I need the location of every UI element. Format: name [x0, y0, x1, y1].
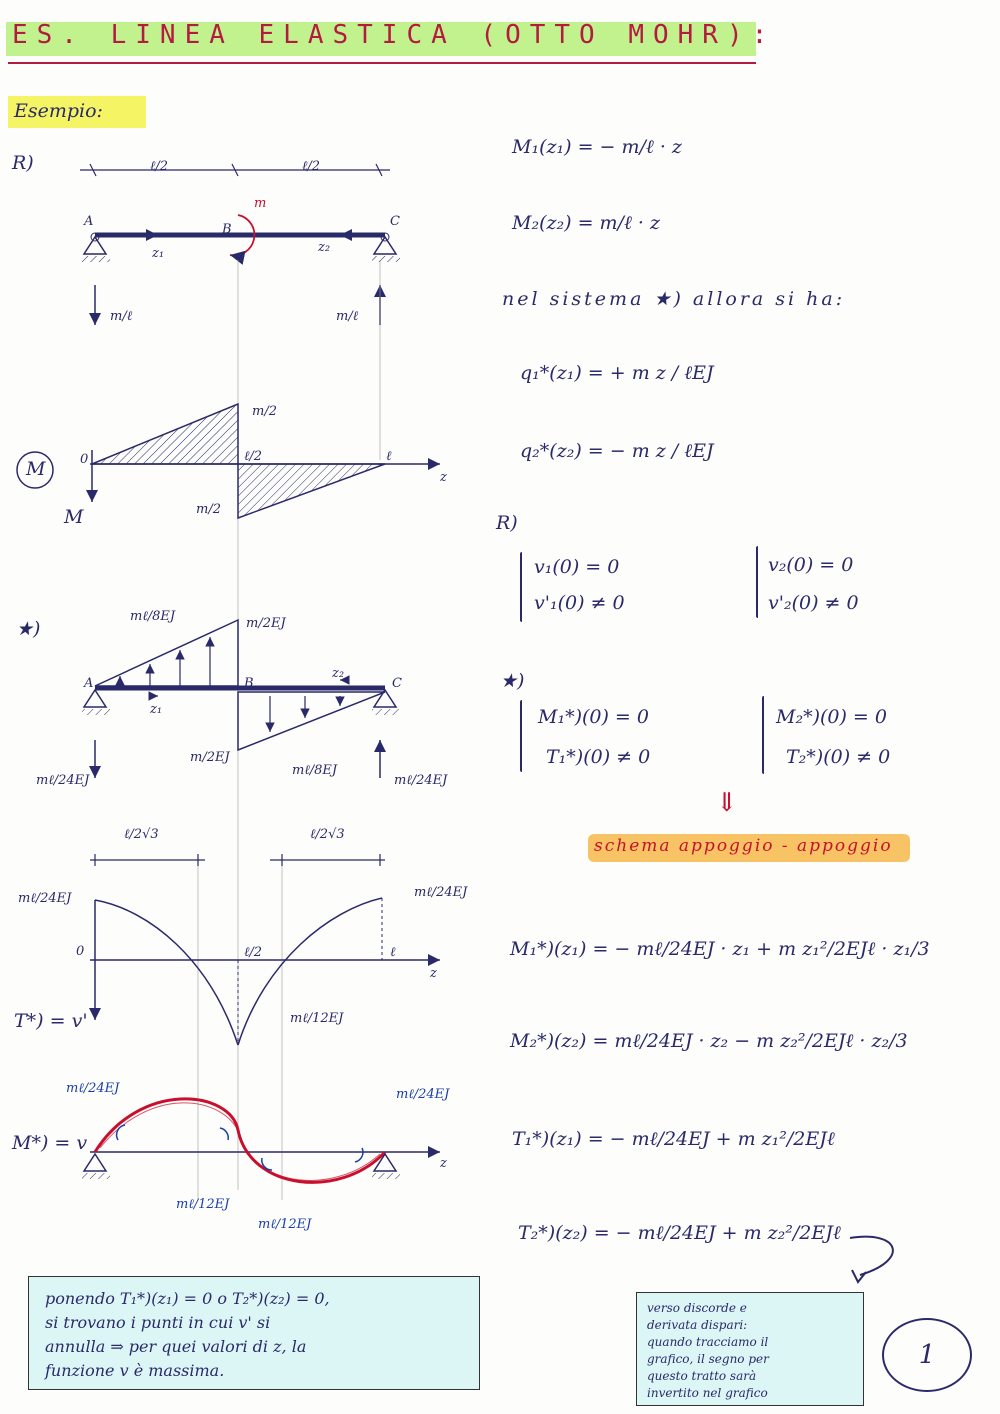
M-end-tick: ℓ [386, 449, 392, 464]
note-right-line-6: invertito nel grafico [647, 1386, 768, 1400]
M-star-left-top: mℓ/24EJ [66, 1081, 120, 1096]
label-star-right: ★) [500, 670, 525, 692]
brace-S1 [520, 700, 522, 772]
note-left-line-4: funzione v è massima. [45, 1361, 225, 1380]
bc-S1a: M₁*)(0) = 0 [538, 706, 649, 728]
page-number: 1 [882, 1318, 972, 1392]
star-bottom-mid: m/2EJ [190, 750, 230, 765]
text-sistema: nel sistema ★) allora si ha: [502, 288, 846, 310]
M-star-bottom-mid: mℓ/12EJ [258, 1217, 312, 1232]
equation-2: M₂(z₂) = m/ℓ · z [512, 212, 660, 234]
star-top-mid: m/2EJ [246, 616, 286, 631]
M-origin: 0 [80, 452, 89, 467]
brace-R2 [756, 546, 758, 618]
star-node-A: A [84, 676, 94, 691]
note-left-line-2: si trovano i punti in cui v' si [45, 1313, 271, 1332]
page-title: ES. LINEA ELASTICA (OTTO MOHR): [12, 20, 777, 50]
brace-S2 [762, 696, 764, 774]
implies-arrow: ⇓ [716, 788, 738, 818]
beam-R [82, 215, 400, 1190]
equation-6: M₂*)(z₂) = mℓ/24EJ · z₂ − m z₂²/2EJℓ · z₂/3 [510, 1030, 908, 1052]
star-coord-z1: z₁ [150, 702, 163, 717]
bc-R1b: v'₁(0) ≠ 0 [534, 592, 625, 614]
span-dimension [80, 164, 390, 176]
bc-S1b: T₁*)(0) ≠ 0 [546, 746, 651, 768]
span-half-right: ℓ/2 [302, 159, 321, 174]
span-half-left: ℓ/2 [150, 159, 169, 174]
equation-7: T₁*)(z₁) = − mℓ/24EJ + m z₁²/2EJℓ [512, 1128, 835, 1150]
T-origin: 0 [76, 944, 85, 959]
T-label: T*) = v' [14, 1010, 88, 1032]
M-circle-label: M [26, 458, 46, 480]
bc-R2a: v₂(0) = 0 [768, 554, 854, 576]
equation-1: M₁(z₁) = − m/ℓ · z [512, 136, 682, 158]
note-left-line-3: annulla ⇒ per quei valori di z, la [45, 1337, 307, 1356]
star-react-left: mℓ/24EJ [36, 773, 90, 788]
note-right-line-4: grafico, il segno per [647, 1352, 769, 1366]
M-top-value: m/2 [252, 404, 277, 419]
M-mid-tick: ℓ/2 [244, 449, 263, 464]
node-A: A [84, 214, 94, 229]
note-right-line-3: quando tracciamo il [647, 1335, 769, 1349]
dim-right: ℓ/2√3 [310, 827, 345, 842]
moment-m: m [254, 196, 267, 211]
bc-R2b: v'₂(0) ≠ 0 [768, 592, 859, 614]
reaction-left: m/ℓ [110, 309, 133, 324]
M-bottom-value: m/2 [196, 502, 221, 517]
equation-3: q₁*(z₁) = + m z / ℓEJ [520, 362, 714, 384]
label-R: R) [12, 152, 34, 174]
schema-label: schema appoggio - appoggio [594, 836, 893, 856]
title-underline [8, 62, 756, 64]
deflection-diagram [82, 1099, 440, 1183]
shear-diagram [90, 898, 440, 1045]
T-z-axis: z [430, 966, 437, 981]
label-R-right: R) [496, 512, 518, 534]
T-left-value: mℓ/24EJ [18, 891, 72, 906]
equation-5: M₁*)(z₁) = − mℓ/24EJ · z₁ + m z₁²/2EJℓ · z₁/3 [510, 938, 930, 960]
coord-z1: z₁ [152, 246, 165, 261]
T-min-value: mℓ/12EJ [290, 1011, 344, 1026]
beam-star [82, 620, 400, 778]
star-top-left: mℓ/8EJ [130, 609, 176, 624]
equation-4: q₂*(z₂) = − m z / ℓEJ [520, 440, 714, 462]
node-C: C [390, 214, 400, 229]
T-end-tick: ℓ [390, 945, 396, 960]
M-star-label: M*) = v [12, 1132, 88, 1154]
example-subtitle: Esempio: [14, 100, 103, 122]
star-coord-z2: z₂ [332, 666, 345, 681]
brace-R1 [520, 552, 522, 622]
reaction-right: m/ℓ [336, 309, 359, 324]
bc-S2a: M₂*)(0) = 0 [776, 706, 887, 728]
T-right-value: mℓ/24EJ [414, 885, 468, 900]
star-bottom-right: mℓ/8EJ [292, 763, 338, 778]
note-right-line-5: questo tratto sarà [647, 1369, 757, 1383]
star-react-right: mℓ/24EJ [394, 773, 448, 788]
label-star: ★) [16, 618, 41, 640]
M-star-z-axis: z [440, 1156, 447, 1171]
coord-z2: z₂ [318, 240, 331, 255]
curved-arrow [840, 1230, 920, 1290]
star-node-B: B [244, 676, 254, 691]
M-star-right-top: mℓ/24EJ [396, 1087, 450, 1102]
T-mid-tick: ℓ/2 [244, 945, 263, 960]
note-box-right [636, 1292, 864, 1406]
equation-8: T₂*)(z₂) = − mℓ/24EJ + m z₂²/2EJℓ [518, 1222, 841, 1244]
M-z-axis: z [440, 470, 447, 485]
bc-S2b: T₂*)(0) ≠ 0 [786, 746, 891, 768]
note-left-line-1: ponendo T₁*)(z₁) = 0 o T₂*)(z₂) = 0, [45, 1289, 330, 1308]
M-axis-label: M [64, 506, 84, 528]
node-B: B [222, 222, 232, 237]
star-node-C: C [392, 676, 402, 691]
dim-left: ℓ/2√3 [124, 827, 159, 842]
note-right-line-1: verso discorde e [647, 1301, 747, 1315]
note-box-left [28, 1276, 480, 1390]
M-star-bottom-left: mℓ/12EJ [176, 1197, 230, 1212]
note-right-line-2: derivata dispari: [647, 1318, 748, 1332]
bc-R1a: v₁(0) = 0 [534, 556, 620, 578]
